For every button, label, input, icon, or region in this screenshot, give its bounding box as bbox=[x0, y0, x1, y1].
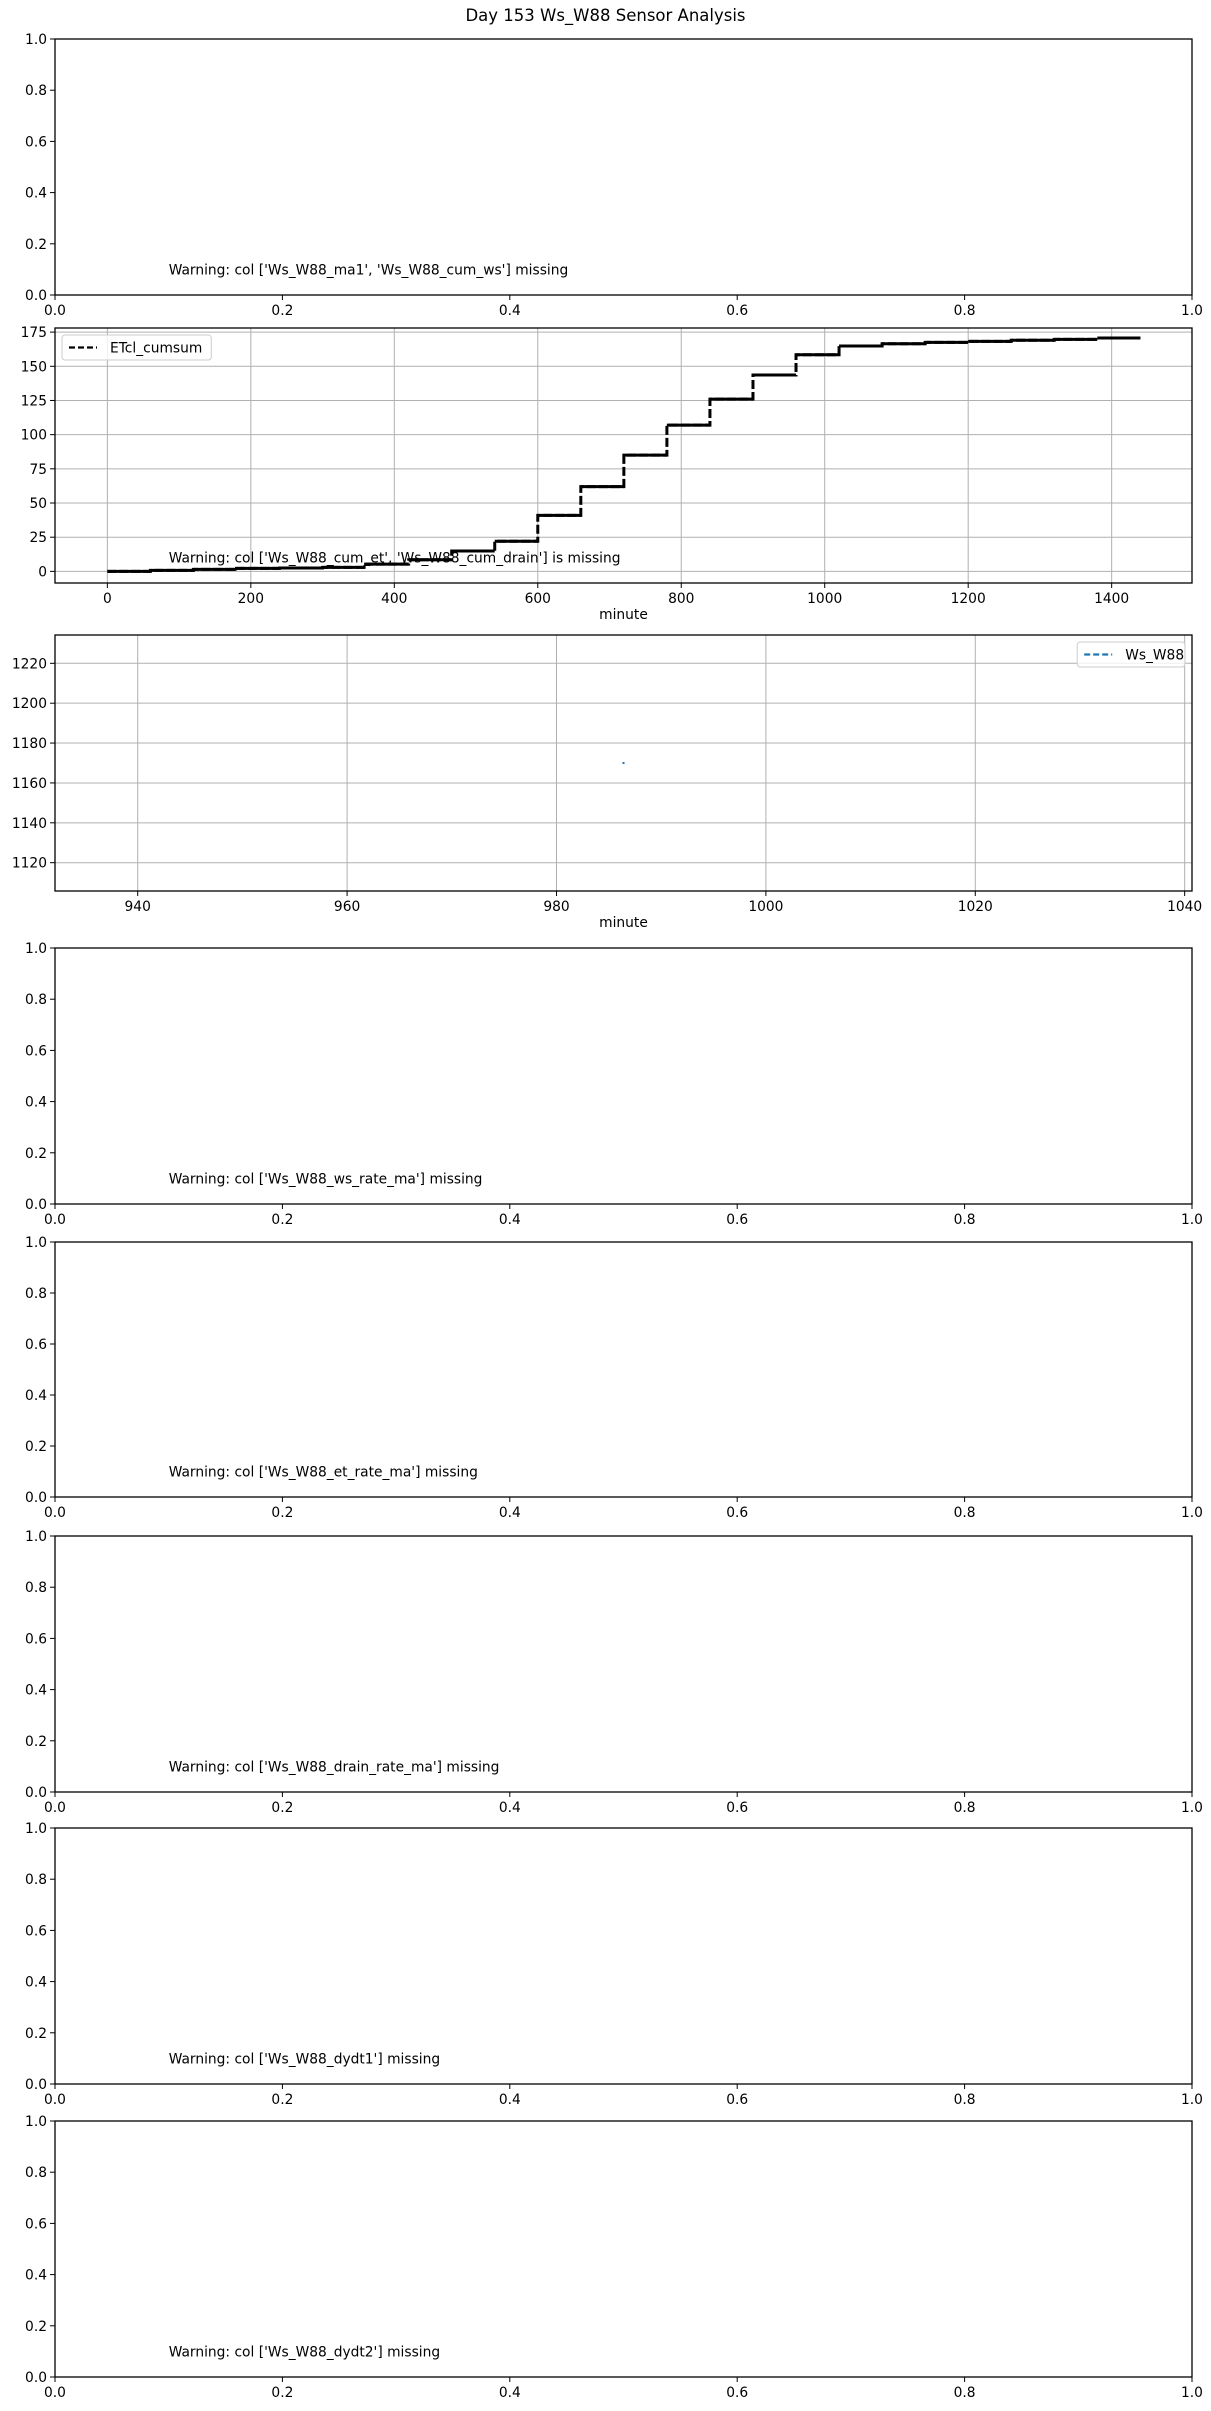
x-axis-label: minute bbox=[599, 915, 648, 931]
y-tick-label: 0.4 bbox=[25, 1682, 47, 1699]
x-tick-label: 0.8 bbox=[953, 2092, 976, 2108]
y-tick-label: 0.0 bbox=[25, 1785, 47, 1801]
warning-annotation: Warning: col ['Ws_W88_dydt2'] missing bbox=[168, 2344, 441, 2361]
panel-1 bbox=[25, 32, 1203, 319]
series-layer bbox=[107, 338, 1140, 571]
x-tick-label: 1020 bbox=[957, 899, 993, 915]
x-tick-label: 0.6 bbox=[726, 2092, 749, 2108]
axes-frame bbox=[55, 1536, 1192, 1792]
warning-annotation: Warning: col ['Ws_W88_et_rate_ma'] missing bbox=[168, 1464, 478, 1481]
warning-annotation: Warning: col ['Ws_W88_ma1', 'Ws_W88_cum_ws'] missing bbox=[168, 262, 569, 279]
x-tick-label: 0.0 bbox=[44, 1212, 66, 1228]
y-tick-label: 100 bbox=[20, 427, 47, 444]
x-tick-label: 0.2 bbox=[271, 1505, 294, 1521]
x-tick-label: 1.0 bbox=[1181, 1505, 1203, 1521]
x-tick-label: 940 bbox=[124, 899, 151, 915]
x-tick-label: 0.0 bbox=[44, 303, 66, 319]
y-tick-label: 25 bbox=[29, 530, 47, 547]
ticks bbox=[12, 656, 1202, 915]
x-tick-label: 0.4 bbox=[498, 303, 521, 319]
y-tick-label: 175 bbox=[20, 325, 47, 342]
legend bbox=[62, 335, 211, 360]
legend bbox=[1077, 642, 1185, 667]
panel-6 bbox=[25, 1529, 1203, 1816]
panel-2 bbox=[21, 325, 1192, 623]
x-tick-label: 0.2 bbox=[271, 2092, 294, 2108]
y-tick-label: 0.4 bbox=[25, 1094, 47, 1111]
y-tick-label: 0.6 bbox=[25, 1631, 47, 1648]
x-tick-label: 1000 bbox=[807, 591, 843, 607]
y-tick-label: 0.4 bbox=[25, 1974, 47, 1991]
x-tick-label: 0.2 bbox=[271, 1212, 294, 1228]
y-tick-label: 0.6 bbox=[25, 134, 47, 151]
y-tick-label: 1180 bbox=[11, 736, 47, 753]
x-tick-label: 0.8 bbox=[953, 1212, 976, 1228]
y-tick-label: 125 bbox=[20, 393, 47, 410]
y-tick-label: 0.0 bbox=[25, 1197, 47, 1213]
y-tick-label: 1200 bbox=[11, 696, 47, 713]
x-tick-label: 0.2 bbox=[271, 2385, 294, 2401]
figure-title: Day 153 Ws_W88 Sensor Analysis bbox=[465, 6, 746, 25]
x-tick-label: 0.8 bbox=[953, 1800, 976, 1816]
x-tick-label: 0.6 bbox=[726, 1212, 749, 1228]
data-point bbox=[623, 762, 625, 764]
y-tick-label: 0.6 bbox=[25, 1043, 47, 1060]
y-tick-label: 0.0 bbox=[25, 288, 47, 304]
x-tick-label: 0.4 bbox=[498, 1800, 521, 1816]
x-tick-label: 0.2 bbox=[271, 1800, 294, 1816]
y-tick-label: 0.0 bbox=[25, 2370, 47, 2386]
x-tick-label: 1000 bbox=[748, 899, 784, 915]
x-tick-label: 1400 bbox=[1094, 591, 1130, 607]
y-tick-label: 0.8 bbox=[25, 83, 47, 100]
y-tick-label: 1.0 bbox=[25, 2114, 47, 2130]
x-tick-label: 0.6 bbox=[726, 2385, 749, 2401]
x-tick-label: 0.8 bbox=[953, 1505, 976, 1521]
y-tick-label: 75 bbox=[29, 461, 47, 478]
x-tick-label: 960 bbox=[333, 899, 361, 915]
warning-annotation: Warning: col ['Ws_W88_cum_et', 'Ws_W88_cum_drain'] is missing bbox=[168, 550, 621, 567]
y-tick-label: 150 bbox=[20, 359, 47, 376]
y-tick-label: 0.2 bbox=[25, 1145, 47, 1162]
x-tick-label: 800 bbox=[668, 591, 695, 607]
x-tick-label: 0.4 bbox=[498, 2092, 521, 2108]
y-tick-label: 0.8 bbox=[25, 2165, 47, 2182]
y-tick-label: 0.8 bbox=[25, 1286, 47, 1302]
y-tick-label: 1140 bbox=[11, 815, 47, 832]
axes-frame bbox=[55, 1242, 1192, 1497]
panel-3 bbox=[12, 635, 1202, 931]
y-tick-label: 0.6 bbox=[25, 1923, 47, 1940]
y-tick-label: 0 bbox=[38, 564, 47, 581]
x-tick-label: 600 bbox=[524, 591, 551, 607]
x-tick-label: 0.4 bbox=[498, 2385, 521, 2401]
x-tick-label: 1.0 bbox=[1181, 1212, 1203, 1228]
y-tick-label: 50 bbox=[29, 496, 47, 513]
y-tick-label: 1.0 bbox=[25, 1235, 47, 1251]
x-tick-label: 400 bbox=[381, 591, 408, 607]
y-tick-label: 0.2 bbox=[25, 1733, 47, 1750]
y-tick-label: 0.4 bbox=[25, 1388, 47, 1404]
x-tick-label: 0.4 bbox=[498, 1505, 521, 1521]
y-tick-label: 0.2 bbox=[25, 2025, 47, 2042]
x-tick-label: 0.6 bbox=[726, 1505, 749, 1521]
x-tick-label: 0.0 bbox=[44, 2092, 66, 2108]
x-axis-label: minute bbox=[599, 607, 648, 623]
x-tick-label: 1.0 bbox=[1181, 303, 1203, 319]
x-tick-label: 980 bbox=[543, 899, 570, 915]
y-tick-label: 1.0 bbox=[25, 1529, 47, 1545]
y-tick-label: 0.0 bbox=[25, 2077, 47, 2093]
y-tick-label: 1220 bbox=[11, 656, 47, 673]
x-tick-label: 0.8 bbox=[953, 303, 976, 319]
y-tick-label: 1120 bbox=[11, 855, 47, 872]
x-tick-label: 1040 bbox=[1167, 899, 1203, 915]
x-tick-label: 1.0 bbox=[1181, 2092, 1203, 2108]
warning-annotation: Warning: col ['Ws_W88_dydt1'] missing bbox=[168, 2051, 441, 2068]
y-tick-label: 0.2 bbox=[25, 236, 47, 253]
panel-8 bbox=[25, 2114, 1203, 2401]
panel-7 bbox=[25, 1821, 1203, 2108]
y-tick-label: 0.0 bbox=[25, 1490, 47, 1506]
y-tick-label: 0.6 bbox=[25, 2216, 47, 2233]
y-tick-label: 0.8 bbox=[25, 992, 47, 1009]
warning-annotation: Warning: col ['Ws_W88_ws_rate_ma'] missing bbox=[168, 1171, 483, 1188]
axes-frame bbox=[55, 39, 1192, 295]
x-tick-label: 0.2 bbox=[271, 303, 294, 319]
y-tick-label: 0.6 bbox=[25, 1337, 47, 1353]
x-tick-label: 0.8 bbox=[953, 2385, 976, 2401]
y-tick-label: 1.0 bbox=[25, 941, 47, 957]
y-tick-label: 0.8 bbox=[25, 1872, 47, 1889]
y-tick-label: 0.4 bbox=[25, 2267, 47, 2284]
x-tick-label: 0.4 bbox=[498, 1212, 521, 1228]
warning-annotation: Warning: col ['Ws_W88_drain_rate_ma'] missing bbox=[168, 1759, 500, 1776]
panel-4 bbox=[25, 941, 1203, 1228]
x-tick-label: 1.0 bbox=[1181, 1800, 1203, 1816]
legend-label: ETcl_cumsum bbox=[110, 340, 203, 357]
x-tick-label: 0.6 bbox=[726, 303, 749, 319]
axes-frame bbox=[55, 948, 1192, 1204]
axes-frame bbox=[55, 1828, 1192, 2084]
y-tick-label: 0.8 bbox=[25, 1580, 47, 1597]
series-layer bbox=[623, 762, 625, 764]
x-tick-label: 0.0 bbox=[44, 2385, 66, 2401]
y-tick-label: 0.4 bbox=[25, 185, 47, 202]
y-tick-label: 1160 bbox=[11, 775, 47, 792]
x-tick-label: 0.0 bbox=[44, 1800, 66, 1816]
x-tick-label: 0.6 bbox=[726, 1800, 749, 1816]
x-tick-label: 1200 bbox=[950, 591, 986, 607]
axes-frame bbox=[55, 2121, 1192, 2377]
legend-label: Ws_W88 bbox=[1125, 647, 1185, 664]
y-tick-label: 1.0 bbox=[25, 1821, 47, 1837]
y-tick-label: 0.2 bbox=[25, 2318, 47, 2335]
panel-5 bbox=[25, 1235, 1203, 1521]
y-tick-label: 1.0 bbox=[25, 32, 47, 48]
y-tick-label: 0.2 bbox=[25, 1439, 47, 1455]
x-tick-label: 1.0 bbox=[1181, 2385, 1203, 2401]
x-tick-label: 200 bbox=[237, 591, 265, 607]
x-tick-label: 0 bbox=[102, 591, 112, 607]
x-tick-label: 0.0 bbox=[44, 1505, 66, 1521]
